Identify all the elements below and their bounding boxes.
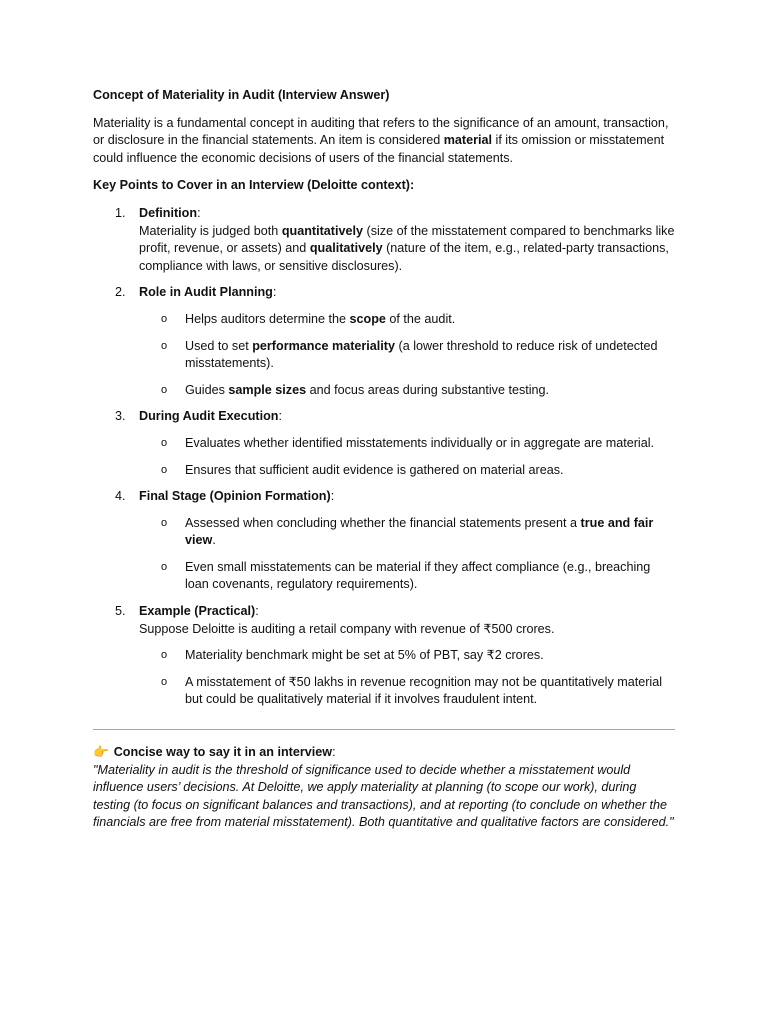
horizontal-divider [93, 729, 675, 730]
body-text: Ensures that sufficient audit evidence is gathered on material areas. [185, 462, 564, 477]
list-item-audit-execution [93, 408, 675, 479]
sub-list [139, 435, 675, 479]
sub-list-item [139, 515, 675, 550]
body-bold: quantitatively [281, 223, 363, 238]
body-text: of the audit. [385, 311, 456, 326]
body-text: and focus areas during substantive testing. [306, 382, 550, 397]
item-title: Role in Audit Planning [139, 285, 273, 300]
bullet-marker: o [161, 383, 168, 396]
pointing-hand-icon: 👉 [93, 745, 109, 760]
list-item-audit-planning [93, 284, 675, 399]
body-text: Assessed when concluding whether the financial statements present a [185, 515, 581, 530]
item-number: 5. [115, 604, 126, 619]
body-bold: qualitatively [309, 241, 383, 256]
body-text: Materiality benchmark might be set at 5% of PBT, say ₹2 crores. [185, 648, 544, 663]
sub-list-item [139, 462, 675, 480]
item-title: Definition [139, 205, 198, 220]
list-item-example [93, 603, 675, 709]
item-colon: : [255, 604, 259, 619]
list-item-definition [93, 205, 675, 275]
body-text: (nature of the item, e.g., related-party transactions, compliance with laws, or sensitive disclosures). [139, 241, 669, 273]
body-text: Materiality is judged both [139, 223, 282, 238]
item-colon: : [278, 409, 282, 424]
body-text: Evaluates whether identified misstatements individually or in aggregate are material. [185, 435, 655, 450]
body-text: (a lower threshold to reduce risk of undetected misstatements). [185, 338, 658, 371]
sub-list-item [139, 435, 675, 453]
intro-bold-term: material [443, 133, 493, 148]
item-body [139, 223, 675, 276]
bullet-marker: o [161, 312, 168, 325]
document-page [93, 87, 675, 832]
body-text: (size of the misstatement compared to benchmarks like profit, revenue, or assets) and [139, 223, 675, 256]
intro-paragraph [93, 115, 675, 168]
sub-list-item [139, 311, 675, 329]
sub-list [139, 647, 675, 709]
key-points-list [93, 205, 675, 709]
body-text: Used to set [185, 338, 253, 353]
sub-list [139, 311, 675, 399]
item-number: 1. [115, 205, 126, 220]
sub-list-item [139, 382, 675, 400]
bullet-marker: o [161, 339, 168, 352]
concise-quote: "Materiality in audit is the threshold of significance used to decide whether a misstatement would influence users’ decisions. At Deloitte, we apply materiality at planning (to scope our work), during testing (to focus on significant balances and transactions), and at reporting (to conclude on whether the financials are free from material misstatement). Both quantitative and qualitative factors are considered." [93, 762, 674, 830]
bullet-marker: o [161, 463, 168, 476]
item-colon: : [272, 285, 277, 300]
bullet-marker: o [161, 560, 168, 573]
bullet-marker: o [161, 516, 168, 529]
item-title: Final Stage (Opinion Formation) [139, 489, 331, 504]
body-text: Helps auditors determine the [185, 311, 350, 326]
item-colon: : [330, 489, 335, 504]
item-title: Example (Practical) [139, 604, 256, 619]
sub-list-item [139, 338, 675, 373]
item-colon: : [197, 205, 201, 220]
list-item-final-stage [93, 488, 675, 594]
body-text: Even small misstatements can be material if they affect compliance (e.g., breaching loan covenants, regulatory requirements). [185, 559, 651, 592]
intro-text-1: Materiality is a fundamental concept in auditing that refers to the significance of an amount, transaction, or disclosure in the financial statements. An item is considered [93, 115, 669, 148]
bullet-marker: o [161, 649, 168, 662]
intro-text-2: if its omission or misstatement could influence the economic decisions of users of the financial statements. [93, 133, 665, 165]
item-number: 3. [115, 409, 126, 424]
body-bold: scope [349, 311, 386, 326]
item-number: 4. [115, 489, 126, 504]
body-text: A misstatement of ₹50 lakhs in revenue recognition may not be quantitatively material but could be qualitatively material if it involves fraudulent intent. [185, 674, 663, 707]
body-text: Guides [185, 382, 229, 397]
body-bold: performance materiality [252, 338, 395, 353]
bullet-marker: o [161, 675, 168, 688]
body-bold: sample sizes [228, 382, 307, 397]
concise-heading [93, 744, 675, 762]
item-title: During Audit Execution [139, 409, 279, 424]
item-body: Suppose Deloitte is auditing a retail company with revenue of ₹500 crores. [139, 621, 555, 636]
sub-list-item [139, 674, 675, 709]
sub-list-item [139, 647, 675, 665]
key-points-heading: Key Points to Cover in an Interview (Deloitte context): [93, 178, 415, 193]
concise-heading-text: Concise way to say it in an interview [113, 745, 333, 760]
concise-heading-colon: : [332, 745, 336, 760]
bullet-marker: o [161, 436, 168, 449]
item-number: 2. [115, 285, 126, 300]
sub-list [139, 515, 675, 594]
body-text: . [212, 533, 216, 548]
body-bold: true and fair view [185, 515, 654, 548]
document-title: Concept of Materiality in Audit (Interview Answer) [93, 88, 390, 102]
sub-list-item [139, 559, 675, 594]
